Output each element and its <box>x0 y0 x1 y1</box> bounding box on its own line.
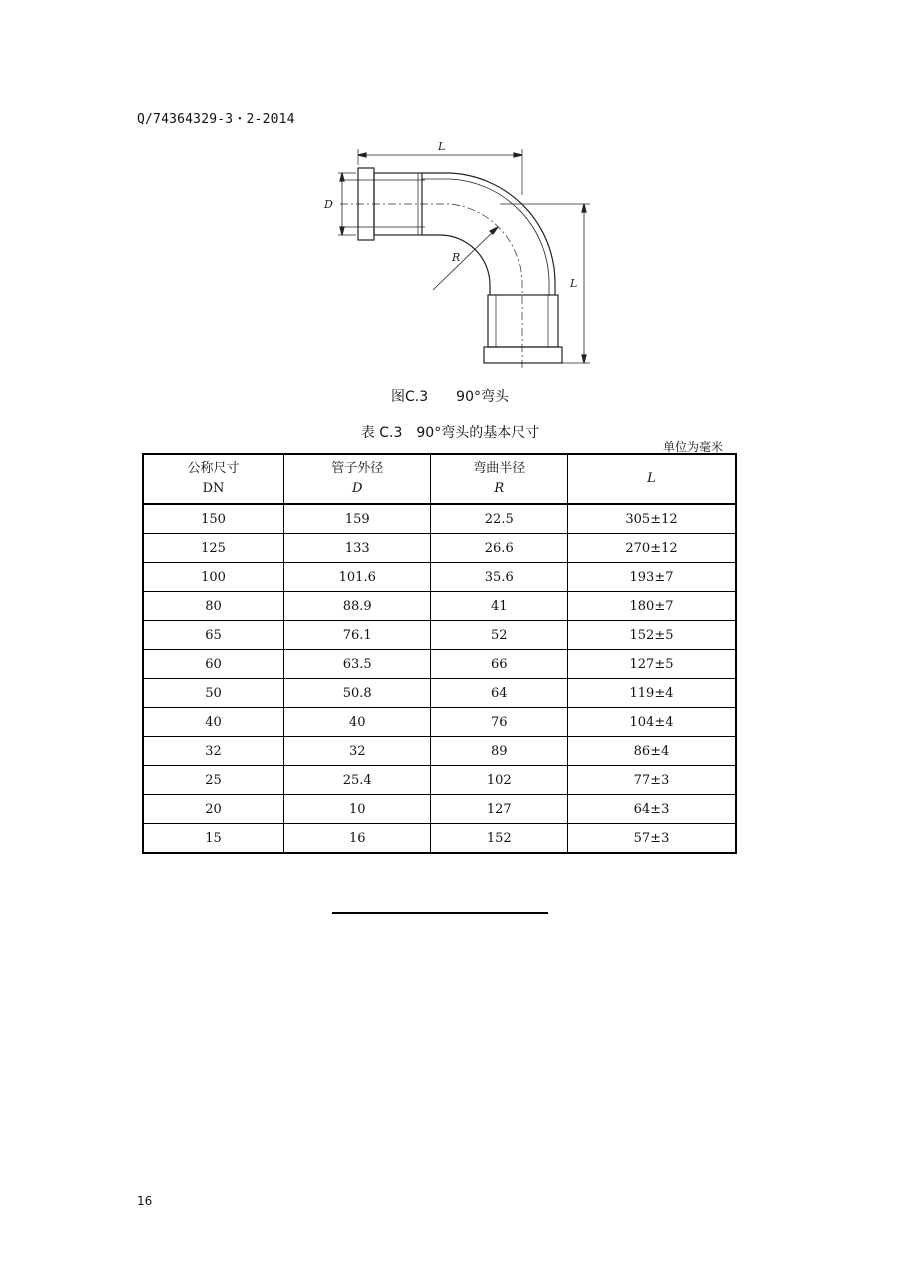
header-l: L <box>568 454 737 504</box>
cell-dn: 25 <box>143 766 283 795</box>
cell-r: 26.6 <box>431 534 568 563</box>
cell-r: 22.5 <box>431 504 568 534</box>
document-code: Q/74364329-3・2-2014 <box>137 112 295 127</box>
cell-d: 40 <box>283 708 431 737</box>
cell-dn: 15 <box>143 824 283 854</box>
figure-number: 图C.3 <box>391 389 429 405</box>
inner-curve <box>422 235 490 295</box>
header-r: 弯曲半径 R <box>431 454 568 504</box>
cell-l: 127±5 <box>568 650 737 679</box>
cell-l: 77±3 <box>568 766 737 795</box>
dim-label-D: D <box>324 198 333 211</box>
cell-d: 133 <box>283 534 431 563</box>
table-row <box>143 737 736 766</box>
dimensions-table <box>142 453 737 854</box>
cell-l: 119±4 <box>568 679 737 708</box>
cell-l: 152±5 <box>568 621 737 650</box>
dim-label-L-side: L <box>570 277 578 290</box>
table-title-text: 90°弯头的基本尺寸 <box>416 425 540 441</box>
cell-dn: 32 <box>143 737 283 766</box>
cell-l: 64±3 <box>568 795 737 824</box>
cell-d: 16 <box>283 824 431 854</box>
cell-d: 76.1 <box>283 621 431 650</box>
left-socket <box>374 173 422 235</box>
cell-dn: 125 <box>143 534 283 563</box>
cell-l: 57±3 <box>568 824 737 854</box>
cell-dn: 60 <box>143 650 283 679</box>
table-row <box>143 621 736 650</box>
table-title <box>0 422 900 442</box>
dim-label-L-top: L <box>438 140 446 153</box>
figure-title: 90°弯头 <box>456 389 509 405</box>
table-row <box>143 795 736 824</box>
cell-dn: 20 <box>143 795 283 824</box>
table-header-row <box>143 454 736 504</box>
cell-r: 102 <box>431 766 568 795</box>
table-row <box>143 824 736 854</box>
figure-caption <box>0 386 900 406</box>
cell-r: 76 <box>431 708 568 737</box>
table-row <box>143 592 736 621</box>
unit-note: 单位为毫米 <box>662 440 723 454</box>
cell-r: 64 <box>431 679 568 708</box>
cell-r: 41 <box>431 592 568 621</box>
table-row <box>143 534 736 563</box>
cell-l: 104±4 <box>568 708 737 737</box>
cell-dn: 150 <box>143 504 283 534</box>
header-dn: 公称尺寸 DN <box>143 454 283 504</box>
cell-d: 25.4 <box>283 766 431 795</box>
cell-d: 63.5 <box>283 650 431 679</box>
cell-d: 101.6 <box>283 563 431 592</box>
table-row <box>143 766 736 795</box>
dim-label-R: R <box>452 251 461 264</box>
cell-d: 88.9 <box>283 592 431 621</box>
cell-d: 32 <box>283 737 431 766</box>
page-number: 16 <box>137 1194 153 1208</box>
cell-dn: 50 <box>143 679 283 708</box>
outer-curve <box>422 173 555 295</box>
cell-l: 270±12 <box>568 534 737 563</box>
cell-l: 305±12 <box>568 504 737 534</box>
cell-r: 89 <box>431 737 568 766</box>
cell-d: 159 <box>283 504 431 534</box>
cell-d: 10 <box>283 795 431 824</box>
end-rule <box>332 912 548 914</box>
cell-l: 193±7 <box>568 563 737 592</box>
elbow-drawing <box>300 135 600 375</box>
table-row <box>143 679 736 708</box>
cell-d: 50.8 <box>283 679 431 708</box>
table-number: 表 C.3 <box>360 425 403 441</box>
cell-r: 66 <box>431 650 568 679</box>
bottom-flange <box>484 347 562 363</box>
cell-r: 52 <box>431 621 568 650</box>
bottom-socket <box>488 295 558 347</box>
table-row <box>143 708 736 737</box>
table-body <box>143 504 736 853</box>
table-row <box>143 650 736 679</box>
header-d: 管子外径 D <box>283 454 431 504</box>
cell-r: 127 <box>431 795 568 824</box>
cell-dn: 40 <box>143 708 283 737</box>
cell-l: 180±7 <box>568 592 737 621</box>
table-row <box>143 504 736 534</box>
cell-r: 35.6 <box>431 563 568 592</box>
cell-l: 86±4 <box>568 737 737 766</box>
cell-dn: 100 <box>143 563 283 592</box>
cell-dn: 65 <box>143 621 283 650</box>
cell-dn: 80 <box>143 592 283 621</box>
table-row <box>143 563 736 592</box>
cell-r: 152 <box>431 824 568 854</box>
